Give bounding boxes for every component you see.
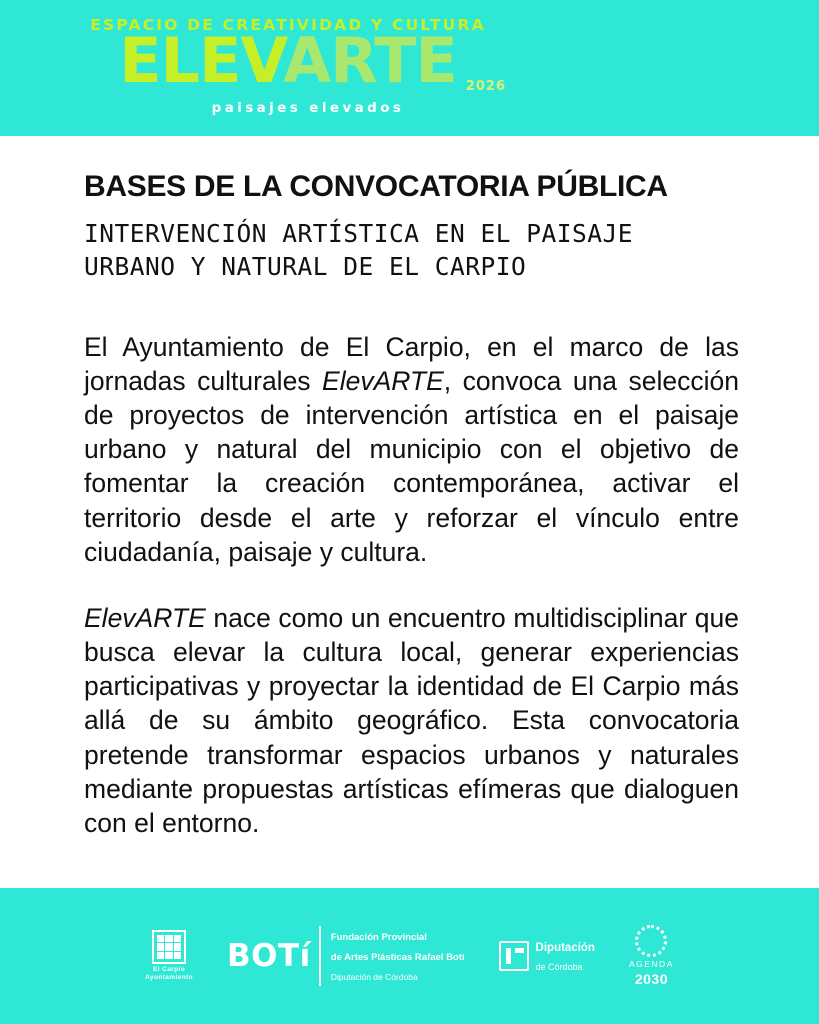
page-subtitle xyxy=(84,218,739,284)
logo-year: 2026 xyxy=(465,79,506,94)
logo-block xyxy=(78,16,506,116)
paragraph-1 xyxy=(84,330,739,569)
boti-wordmark: BOTí xyxy=(227,938,311,974)
banner-tagline-bottom: paisajes elevados xyxy=(211,100,405,116)
carpio-line-2: Ayuntamiento xyxy=(145,974,194,981)
diputacion-icon xyxy=(499,941,529,971)
diputacion-text xyxy=(536,937,595,975)
paragraph-2-text-b: nace como un encuentro multidisciplinar que busca elevar la cultura local, generar experiencias participativas y proyectar la identidad de El Carpio más allá de su ámbito geográfico. Esta convocatoria pretende transformar espacios urbanos y naturales mediante propuestas artísticas efímeras que dialoguen con el entorno. xyxy=(84,602,739,838)
logo-diputacion-cordoba xyxy=(499,937,595,975)
header-banner xyxy=(0,0,819,136)
paragraph-1-emphasis: ElevARTE xyxy=(322,365,444,396)
subtitle-line-1: INTERVENCIÓN ARTÍSTICA EN EL PAISAJE xyxy=(84,219,634,248)
banner-tagline-top: ESPACIO DE CREATIVIDAD Y CULTURA xyxy=(90,16,486,34)
diputacion-line-1: Diputación xyxy=(535,941,595,954)
logo-agenda-2030 xyxy=(629,925,674,987)
footer-banner xyxy=(0,888,819,1024)
subtitle-line-2: URBANO Y NATURAL DE EL CARPIO xyxy=(84,251,527,281)
logo-part-arte: ARTE xyxy=(283,24,457,97)
sdg-wheel-icon xyxy=(635,925,667,957)
document-content xyxy=(0,136,819,888)
coat-of-arms-icon xyxy=(152,930,186,964)
agenda-line-1: AGENDA xyxy=(628,959,674,969)
fundacion-line-2: de Artes Plásticas Rafael Botí xyxy=(330,952,465,963)
paragraph-2-emphasis: ElevARTE xyxy=(84,602,206,633)
logo-fundacion-boti xyxy=(227,926,465,986)
page-title: BASES DE LA CONVOCATORIA PÚBLICA xyxy=(84,170,668,203)
carpio-caption xyxy=(145,966,193,982)
fundacion-line-1: Fundación Provincial xyxy=(330,932,427,943)
diputacion-line-2: de Córdoba xyxy=(535,962,583,972)
carpio-line-1: El Carpio xyxy=(152,965,186,973)
paragraph-1-text-b: , convoca una selección de proyectos de intervención artística en el paisaje urbano y natural del municipio con el objetivo de fomentar la creación contemporánea, activar el territorio desde el arte y reforzar el vínculo entre ciudadanía, paisaje y cultura. xyxy=(84,365,740,567)
fundacion-line-3: Diputación de Córdoba xyxy=(330,972,418,982)
paragraph-1-text-a: El Ayuntamiento de El Carpio, en el marco de las jornadas culturales xyxy=(84,331,739,396)
agenda-line-2: 2030 xyxy=(634,971,668,987)
logo-ayuntamiento-el-carpio xyxy=(145,930,193,982)
logo-part-elev: ELEV xyxy=(119,24,284,97)
paragraph-2 xyxy=(84,601,739,840)
fundacion-text xyxy=(319,926,465,986)
